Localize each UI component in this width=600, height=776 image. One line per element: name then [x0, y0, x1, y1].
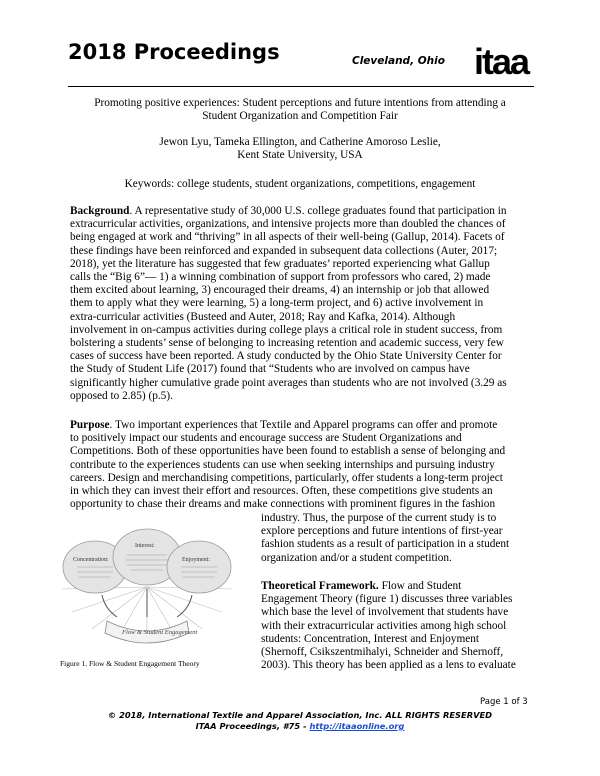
- affiliation-line: Kent State University, USA: [237, 149, 363, 162]
- paper-title-line: Student Organization and Competition Fair: [202, 110, 398, 123]
- paper-title-line: Promoting positive experiences: Student perceptions and future intentions from attending a: [94, 97, 506, 109]
- background-heading: Background: [70, 205, 130, 217]
- background-paragraph: Background. A representative study of 30,000 U.S. college graduates found that participation in extracurricular activities, organizations, and intensive projects more than doubled the chances of being engaged at work and “thriving” in all aspects of their well-being (Gallup, 2014). Facets of these findings have been reinforced and expanded in subsequent data collections (Auter, 2017; 2018), yet the literature has suggested that few graduates’ reported experiencing what Gallup calls the “Big 6”— 1) a winning combination of support from professors who cared, 2) made them excited about learning, 3) encouraged their dreams, 4) an internship or job that allowed them to apply what they were learning, 5) a long-term project, and 6) active involvement in extra-curricular activities (Busteed and Auter, 2018; Ray and Kafka, 2014). Although involvement in on-campus activities during college plays a critical role in student success, from bolstering a students’ sense of belonging to increasing retention and academic success, very few cases of success have been reported. A study conducted by the Ohio State University Center for the Study of Student Life (2017) found that “Students who are involved on campus have significantly higher cumulative grade point averages than students who are not involved (3.29 as opposed to 2.85) (p.5).: [70, 205, 507, 402]
- itaa-website-link[interactable]: http://itaaonline.org: [309, 721, 405, 731]
- proceedings-title: 2018 Proceedings: [68, 40, 280, 64]
- author-block: [60, 136, 540, 162]
- interest-label: Interest:: [135, 543, 155, 549]
- page-number: Page 1 of 3: [480, 697, 528, 707]
- enjoyment-label: Enjoyment:: [182, 557, 210, 563]
- itaa-logo: [472, 34, 532, 82]
- header-divider: [68, 86, 534, 87]
- proceedings-line: ITAA Proceedings, #75 - http://itaaonline.org: [195, 721, 405, 731]
- flow-banner-label: Flow & Student Engagement: [122, 629, 198, 636]
- theory-paragraph: Theoretical Framework. Flow and Student Engagement Theory (figure 1) discusses three variables which base the level of involvement that students have with their extracurricular activities among high school students: Concentration, Interest and Enjoyment (Shernoff, Csikszentmihalyi, Schneider and Shernoff, 2003). This theory has been applied as a lens to evaluate: [261, 580, 516, 672]
- authors-line: Jewon Lyu, Tameka Ellington, and Catherine Amoroso Leslie,: [159, 136, 441, 148]
- concentration-label: Concentration:: [73, 557, 109, 563]
- figure-caption: Figure 1. Flow & Student Engagement Theory: [60, 659, 200, 668]
- copyright-line: © 2018, International Textile and Apparel Association, Inc. ALL RIGHTS RESERVED: [107, 710, 493, 720]
- engagement-diagram: [57, 517, 237, 652]
- flow-arrows: [102, 589, 192, 617]
- itaa-logo-text: itaa: [474, 41, 529, 82]
- copyright-footer: [60, 710, 540, 732]
- conference-location: Cleveland, Ohio: [352, 55, 445, 67]
- keywords: Keywords: college students, student organizations, competitions, engagement: [124, 178, 476, 190]
- theory-heading: Theoretical Framework.: [261, 580, 379, 592]
- purpose-heading: Purpose: [70, 419, 110, 431]
- purpose-paragraph: Purpose. Two important experiences that Textile and Apparel programs can offer and promote to positively impact our students and encourage success are Student Organizations and Competitions. Both of these opportunities have been found to establish a sense of belonging and contribute to the experiences students can use when seeking internships and pursuing industry careers. Design and merchandising competitions, particularly, offer students a long-term project in which they can invest their effort and resources. Often, these competitions give students an opportunity to chase their dreams and make connections with prominent figures in the fashion: [70, 419, 506, 511]
- paper-title: [60, 97, 540, 123]
- purpose-continued: industry. Thus, the purpose of the current study is to explore perceptions and future intentions of first-year fashion students as a result of participation in a student organization and/or a student competition.: [261, 512, 510, 564]
